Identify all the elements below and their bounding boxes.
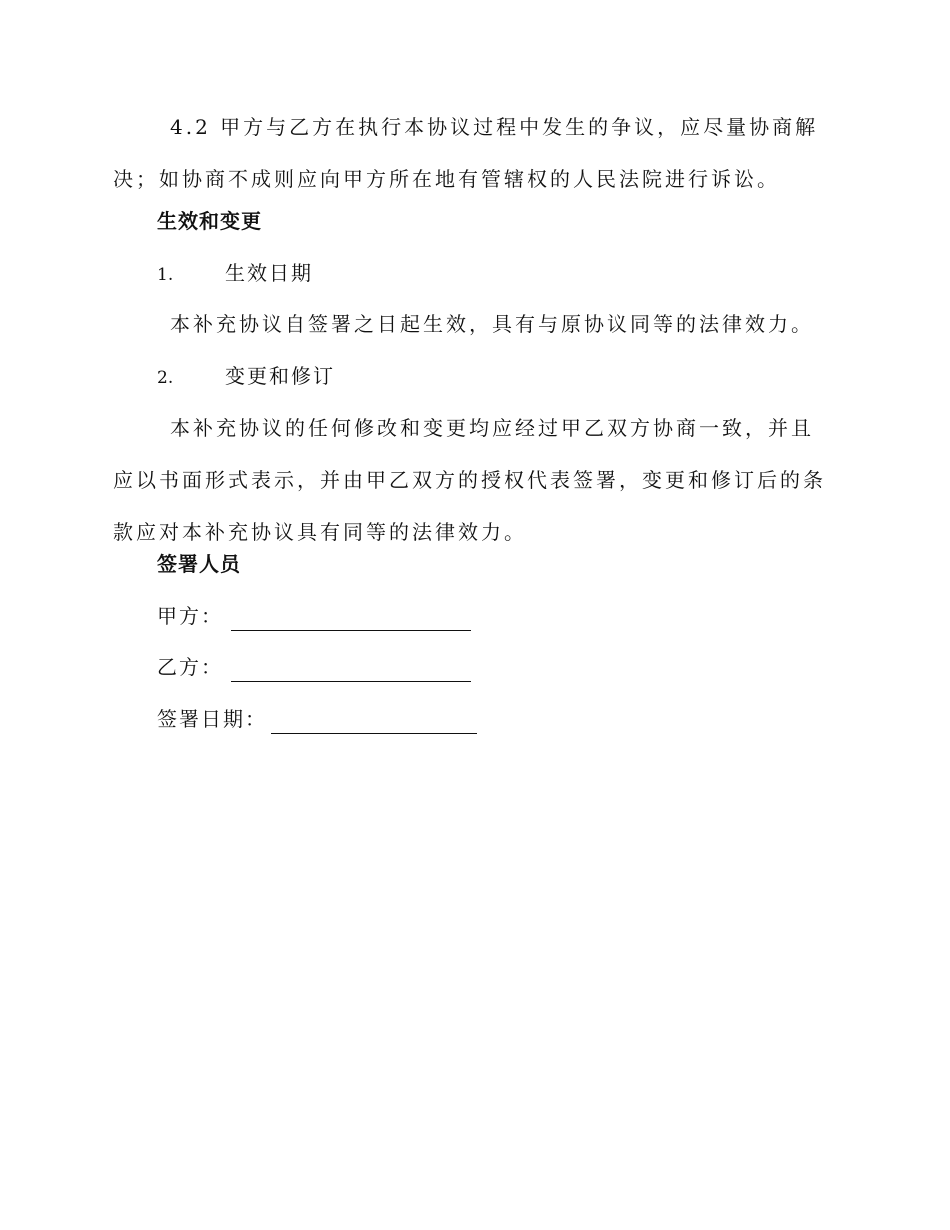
item-title: 生效日期 bbox=[225, 261, 313, 285]
effective-date-body: 本补充协议自签署之日起生效，具有与原协议同等的法律效力。 bbox=[170, 312, 814, 336]
section-heading-signatories: 签署人员 bbox=[157, 552, 241, 576]
sign-date-blank[interactable] bbox=[271, 711, 477, 734]
sign-date-label: 签署日期： bbox=[157, 707, 267, 731]
section-heading-effect: 生效和变更 bbox=[157, 209, 262, 233]
party-b-label: 乙方： bbox=[157, 655, 223, 679]
sign-date-line bbox=[157, 704, 477, 734]
item-effective-date bbox=[157, 258, 313, 290]
item-title: 变更和修订 bbox=[225, 364, 335, 388]
party-b-blank[interactable] bbox=[231, 659, 471, 682]
item-amendment bbox=[157, 361, 335, 393]
item-number: 1. bbox=[157, 265, 174, 285]
party-a-blank[interactable] bbox=[231, 608, 471, 631]
party-a-signature-line bbox=[157, 601, 471, 631]
item-number: 2. bbox=[157, 368, 174, 388]
clause-4-2: 4.2 甲方与乙方在执行本协议过程中发生的争议，应尽量协商解决；如协商不成则应向甲方所在地有管辖权的人民法院进行诉讼。 bbox=[113, 115, 819, 191]
party-b-signature-line bbox=[157, 652, 471, 682]
party-a-label: 甲方： bbox=[157, 604, 223, 628]
amendment-body: 本补充协议的任何修改和变更均应经过甲乙双方协商一致，并且应以书面形式表示，并由甲乙双方的授权代表签署，变更和修订后的条款应对本补充协议具有同等的法律效力。 bbox=[113, 416, 826, 544]
